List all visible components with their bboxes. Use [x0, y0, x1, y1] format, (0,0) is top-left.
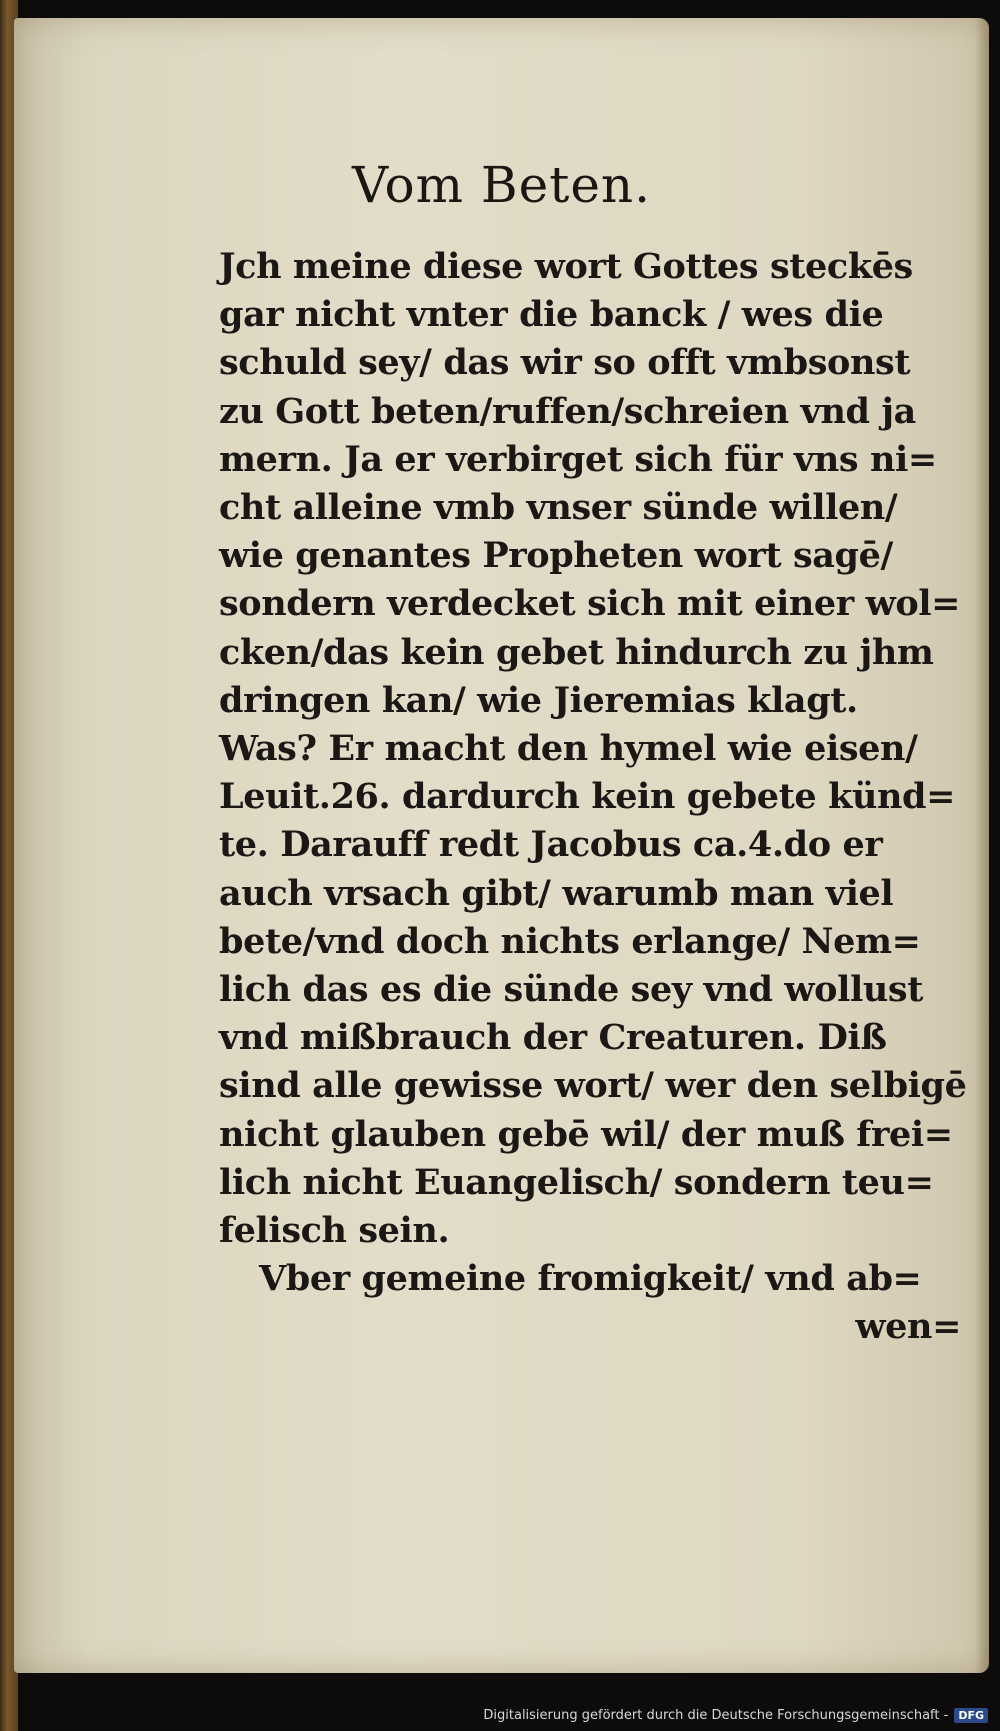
credit-text: Digitalisierung gefördert durch die Deutsche Forschungsgemeinschaft - — [483, 1708, 949, 1723]
text-line: felisch sein. — [219, 1210, 450, 1252]
digitization-credit — [483, 1708, 988, 1723]
text-line: te. Darauff redt Jacobus ca.4.do er — [219, 824, 883, 866]
text-line: Jch meine diese wort Gottes steckēs — [219, 246, 913, 287]
text-line: cken/das kein gebet hindurch zu jhm — [219, 631, 934, 673]
catchword: wen= — [855, 1306, 961, 1348]
text-line: sind alle gewisse wort/ wer den selbigē — [219, 1065, 967, 1107]
text-line: schuld sey/ das wir so offt vmbsonst — [219, 342, 911, 384]
body-text — [219, 243, 979, 1352]
page-heading: Vom Beten. — [351, 156, 652, 214]
text-line: wie genantes Propheten wort sagē/ — [219, 535, 893, 577]
text-line: zu Gott beten/ruffen/schreien vnd ja — [219, 390, 916, 432]
text-line: lich nicht Euangelisch/ sondern teu= — [219, 1161, 934, 1203]
dfg-logo-icon: DFG — [954, 1708, 988, 1723]
text-line: vnd mißbrauch der Creaturen. Diß — [219, 1017, 887, 1059]
text-line: Was? Er macht den hymel wie eisen/ — [219, 728, 918, 770]
text-line: Vber gemeine fromigkeit/ vnd ab= — [259, 1258, 922, 1300]
book-page — [14, 18, 989, 1673]
text-line: sondern verdecket sich mit einer wol= — [219, 583, 961, 625]
text-line: Leuit.26. dardurch kein gebete künd= — [219, 776, 956, 818]
text-line: gar nicht vnter die banck / wes die — [219, 294, 884, 336]
text-line: auch vrsach gibt/ warumb man viel — [219, 872, 894, 914]
text-line: dringen kan/ wie Jieremias klagt. — [219, 679, 858, 721]
text-line: nicht glauben gebē wil/ der muß frei= — [219, 1113, 953, 1155]
text-line: bete/vnd doch nichts erlange/ Nem= — [219, 920, 921, 962]
text-line: lich das es die sünde sey vnd wollust — [219, 969, 923, 1011]
text-line: cht alleine vmb vnser sünde willen/ — [219, 487, 898, 529]
text-line: mern. Ja er verbirget sich für vns ni= — [219, 438, 937, 480]
